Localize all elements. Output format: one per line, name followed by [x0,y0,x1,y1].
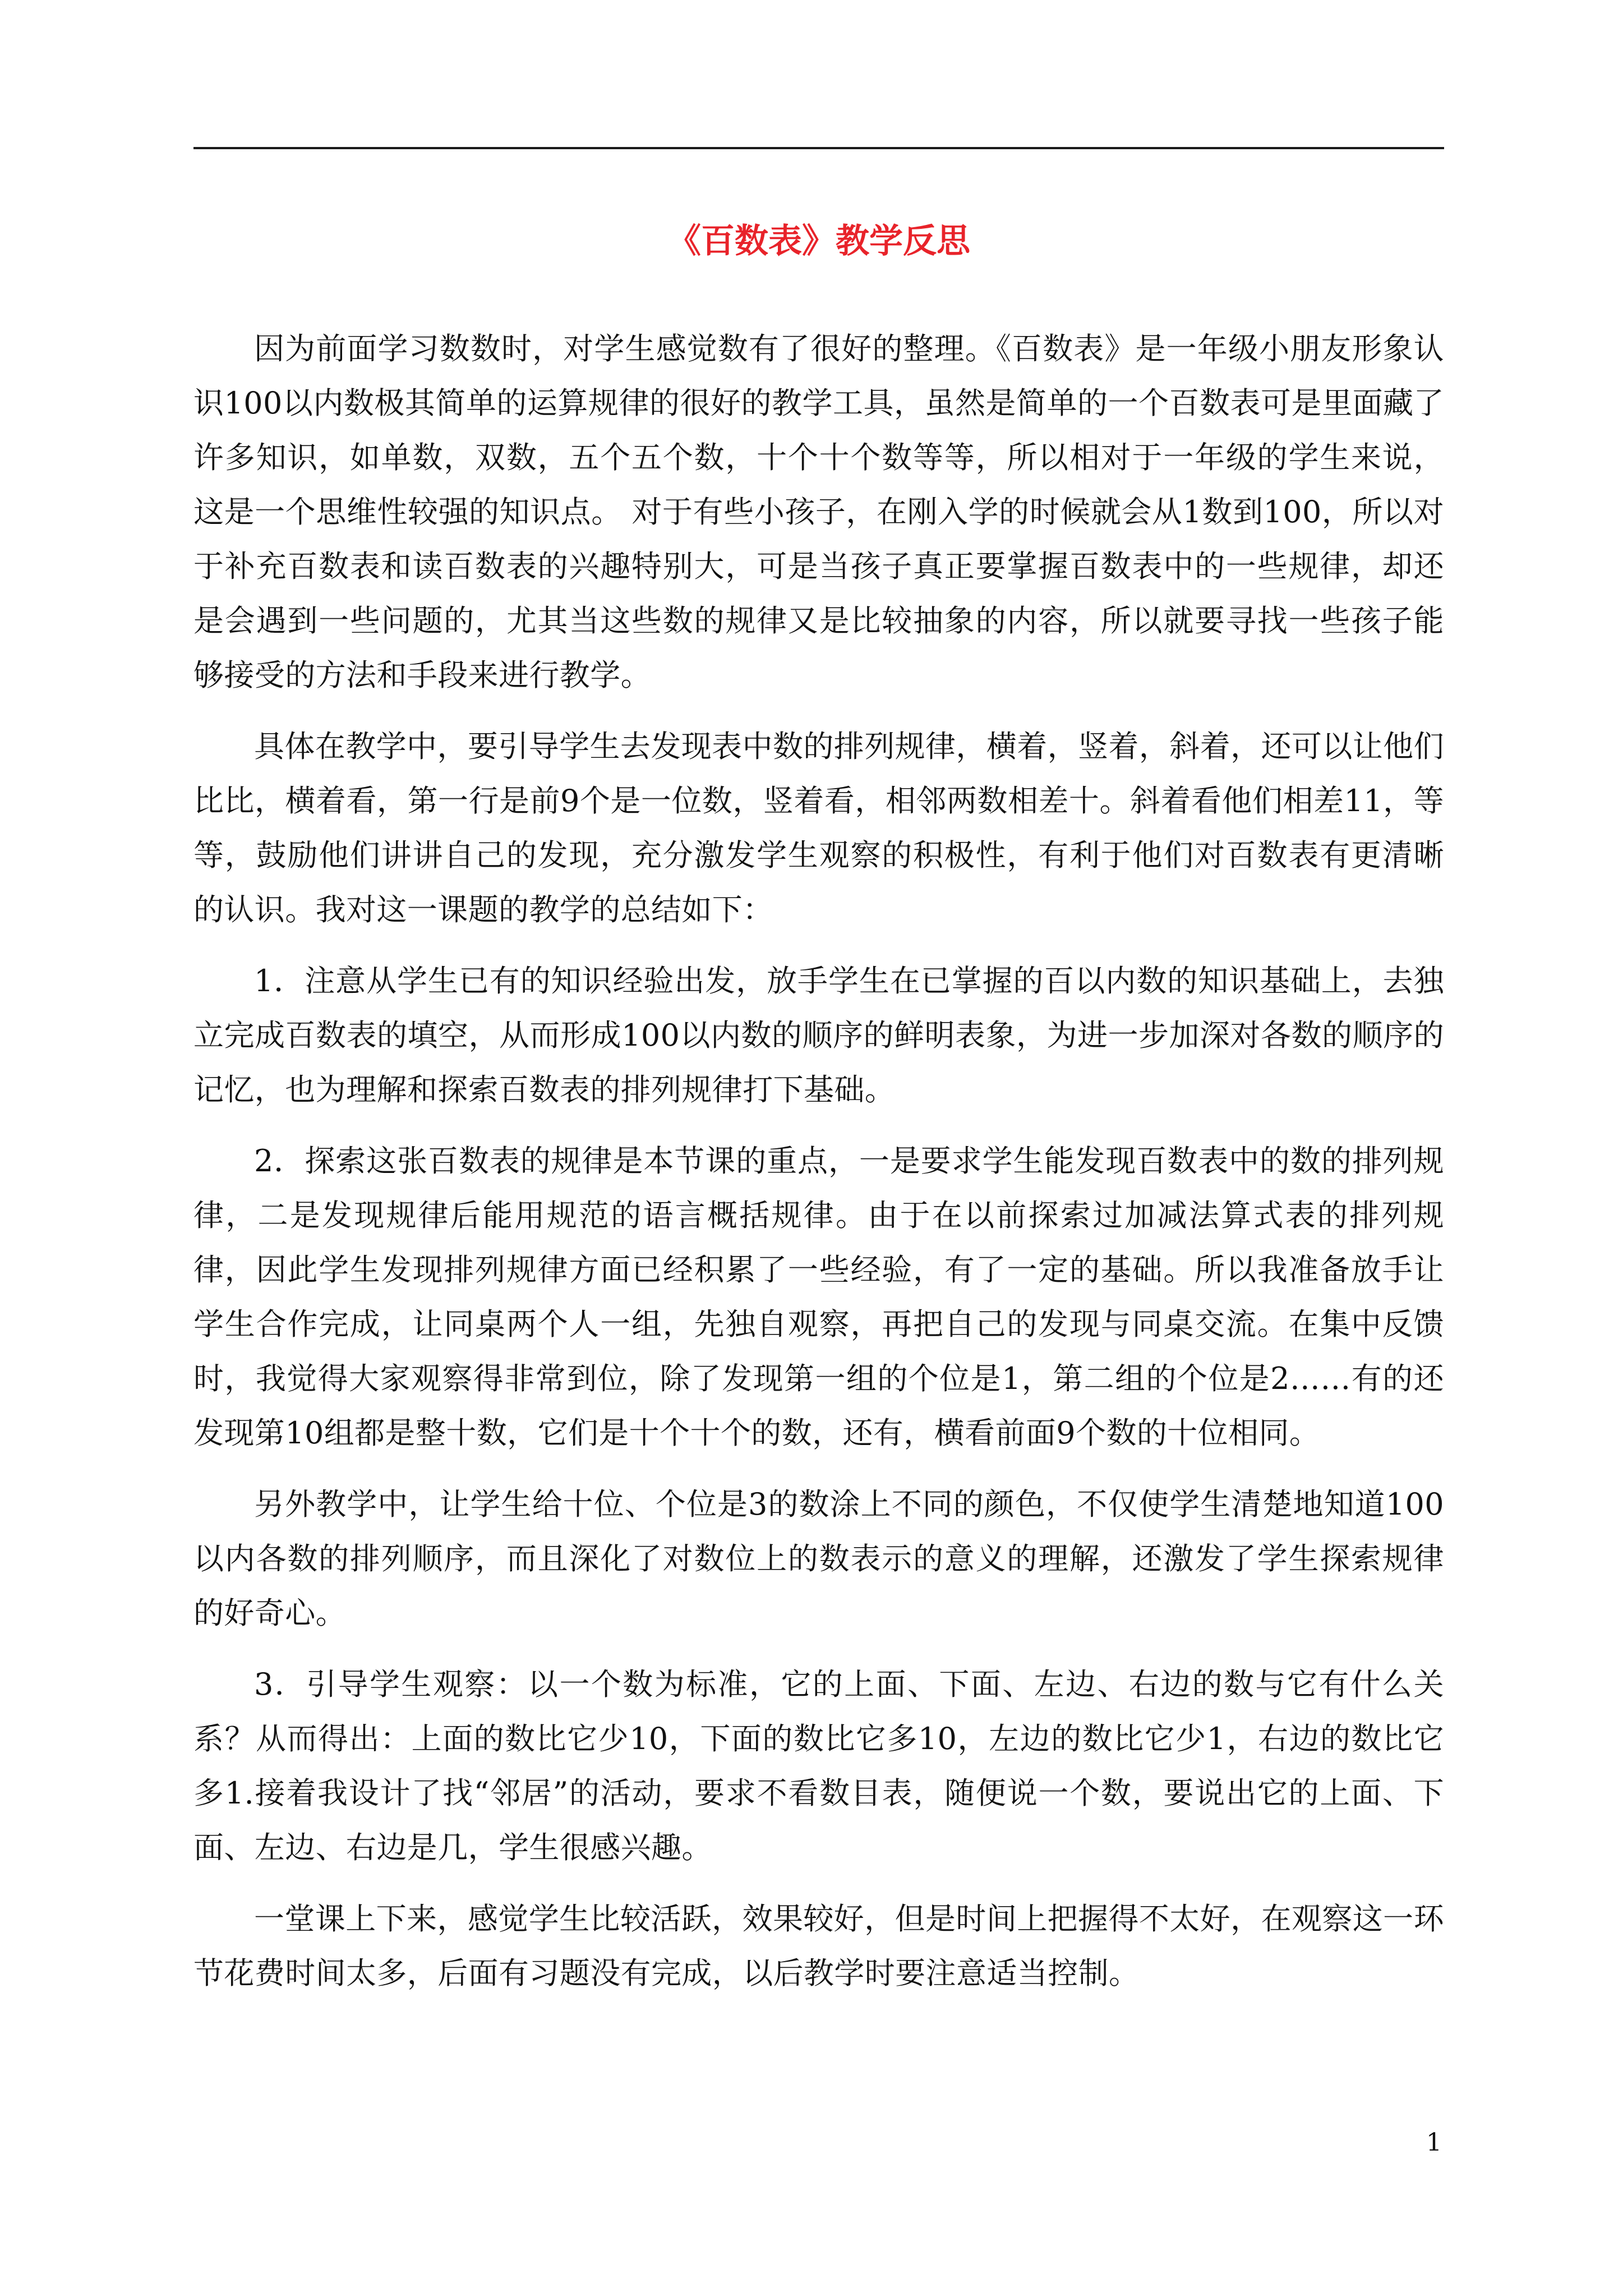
paragraph-point-2: 2．探索这张百数表的规律是本节课的重点，一是要求学生能发现百数表中的数的排列规律，二是发现规律后能用规范的语言概括规律。由于在以前探索过加减法算式表的排列规律，因此学生发现排列规律方面已经积累了一些经验，有了一定的基础。所以我准备放手让学生合作完成，让同桌两个人一组，先独自观察，再把自己的发现与同桌交流。在集中反馈时，我觉得大家观察得非常到位，除了发现第一组的个位是1，第二组的个位是2……有的还发现第10组都是整十数，它们是十个十个的数，还有，横看前面9个数的十位相同。 [193,1143,1444,1451]
paragraph-conclusion: 一堂课上下来，感觉学生比较活跃，效果较好，但是时间上把握得不太好，在观察这一环节花费时间太多，后面有习题没有完成，以后教学时要注意适当控制。 [193,1901,1444,1991]
paragraph-teaching-process: 具体在教学中，要引导学生去发现表中数的排列规律，横着，竖着，斜着，还可以让他们比比，横着看，第一行是前9个是一位数，竖着看，相邻两数相差十。斜着看他们相差11，等等，鼓励他们讲讲自己的发现，充分激发学生观察的积极性，有利于他们对百数表有更清晰的认识。我对这一课题的教学的总结如下： [193,729,1444,927]
paragraph-point-1: 1．注意从学生已有的知识经验出发，放手学生在已掌握的百以内数的知识基础上，去独立完成百数表的填空，从而形成100以内数的顺序的鲜明表象，为进一步加深对各数的顺序的记忆，也为理解和探索百数表的排列规律打下基础。 [193,963,1444,1107]
document-title: 《百数表》教学反思 [667,222,970,261]
paragraph-point-3: 3．引导学生观察：以一个数为标准，它的上面、下面、左边、右边的数与它有什么关系？从而得出：上面的数比它少10，下面的数比它多10，左边的数比它少1，右边的数比它多1.接着我设计了找“邻居”的活动，要求不看数目表，随便说一个数，要说出它的上面、下面、左边、右边是几，学生很感兴趣。 [193,1667,1444,1865]
document-body [193,321,1444,2017]
paragraph-coloring-activity: 另外教学中，让学生给十位、个位是3的数涂上不同的颜色，不仅使学生清楚地知道100以内各数的排列顺序，而且深化了对数位上的数表示的意义的理解，还激发了学生探索规律的好奇心。 [193,1487,1444,1631]
page-number: 1 [1426,2128,1442,2157]
paragraph-intro: 因为前面学习数数时，对学生感觉数有了很好的整理。《百数表》是一年级小朋友形象认识100以内数极其简单的运算规律的很好的教学工具，虽然是简单的一个百数表可是里面藏了许多知识，如单数，双数，五个五个数，十个十个数等等，所以相对于一年级的学生来说，这是一个思维性较强的知识点。 对于有些小孩子，在刚入学的时候就会从1数到100，所以对于补充百数表和读百数表的兴趣特别大，可是当孩子真正要掌握百数表中的一些规律，却还是会遇到一些问题的，尤其当这些数的规律又是比较抽象的内容，所以就要寻找一些孩子能够接受的方法和手段来进行教学。 [193,331,1444,693]
header-rule [193,147,1444,149]
